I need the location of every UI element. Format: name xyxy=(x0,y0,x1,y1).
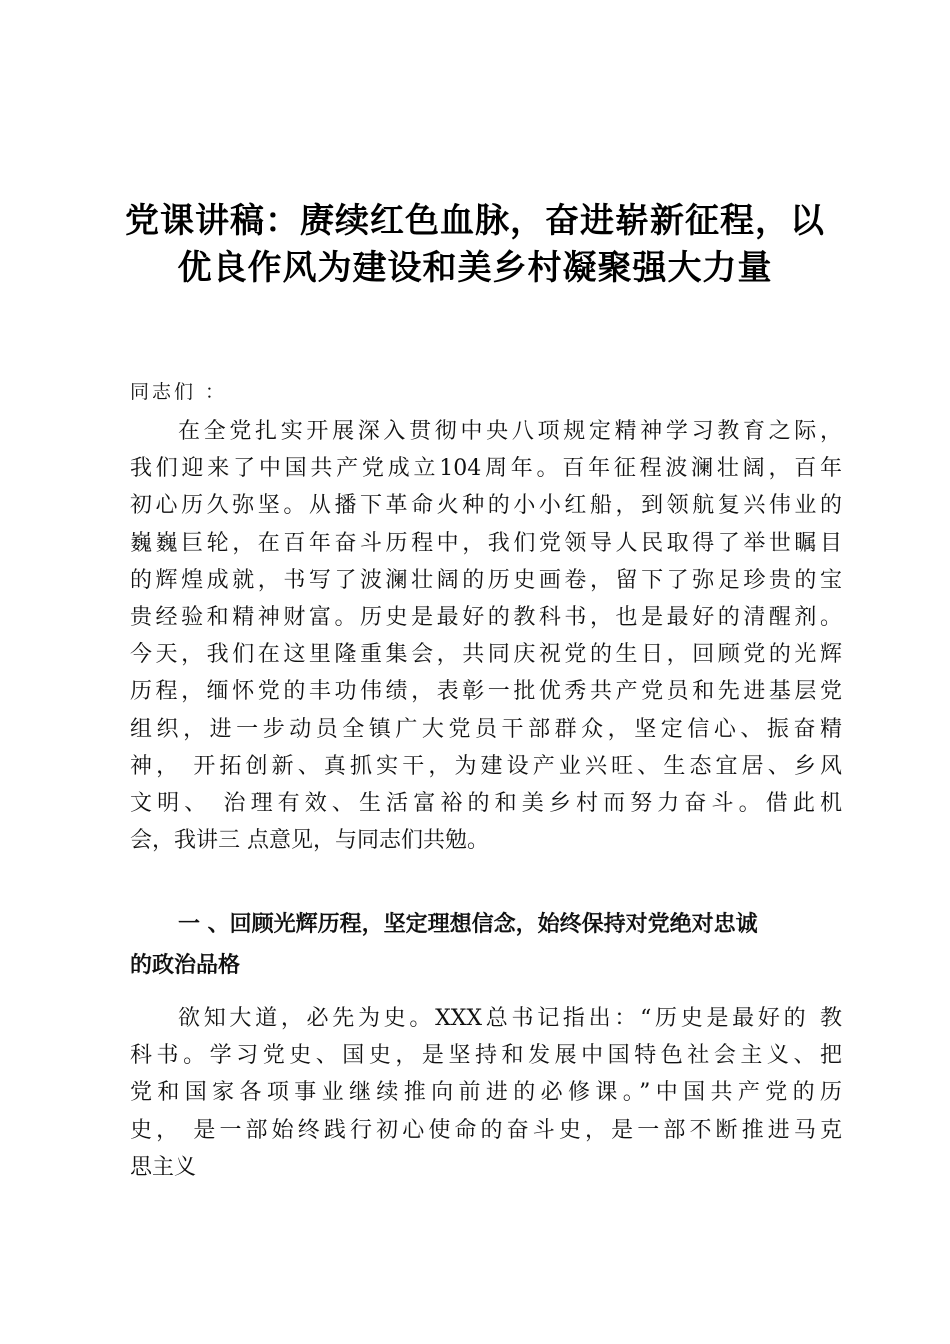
heading-line: 的政治品格 xyxy=(130,953,241,978)
title-line: 优良作风为建设和美乡村凝聚强大力量 xyxy=(177,248,773,288)
text-line: 在全党扎实开展深入贯彻中央八项规定精神学习教育之际， xyxy=(178,419,842,444)
text-line: 初心历久弥坚。从播下革命火种的小小红船，到领航复兴伟业的 xyxy=(130,493,842,519)
text-line: 巍巍巨轮，在百年奋斗历程中，我们党领导人民取得了举世瞩目 xyxy=(130,530,842,556)
text-line: 今天，我们在这里隆重集会，共同庆祝党的生日，回顾党的光辉 xyxy=(130,642,842,668)
text-line: 历程，缅怀党的丰功伟绩，表彰一批优秀共产党员和先进基层党 xyxy=(130,679,842,705)
text-line: 史， 是一部始终践行初心使命的奋斗史，是一部不断推进马克 xyxy=(130,1117,842,1143)
text-line: 神， 开拓创新、真抓实干，为建设产业兴旺、生态宜居、乡风 xyxy=(130,753,842,779)
text-line: 贵经验和精神财富。历史是最好的教科书，也是最好的清醒剂。 xyxy=(130,605,842,631)
text-line: 党和国家各项事业继续推向前进的必修课。”中国共产党的历 xyxy=(130,1080,842,1106)
text-line: 文明、 治理有效、生活富裕的和美乡村而努力奋斗。借此机 xyxy=(130,791,842,817)
text-line: 科书。学习党史、国史，是坚持和发展中国特色社会主义、把 xyxy=(130,1043,842,1069)
paragraph-history xyxy=(130,1000,842,1186)
text-line: 欲知大道，必先为史。XXX总书记指出：“历史是最好的 教 xyxy=(178,1006,842,1031)
text-line: 我们迎来了中国共产党成立104周年。百年征程波澜壮阔，百年 xyxy=(130,456,842,482)
text-line: 思主义 xyxy=(130,1154,197,1180)
paragraph-intro xyxy=(130,413,842,859)
salutation: 同志们 ： xyxy=(130,381,228,403)
text-line: 组织，进一步动员全镇广大党员干部群众，坚定信心、振奋精 xyxy=(130,716,842,742)
document-title xyxy=(110,198,840,292)
heading-line: 一 、回顾光辉历程，坚定理想信念，始终保持对党绝对忠诚 xyxy=(178,912,758,937)
text-line: 会，我讲三 点意见，与同志们共勉。 xyxy=(130,828,489,854)
title-line: 党课讲稿：赓续红色血脉，奋进崭新征程，以 xyxy=(125,201,825,241)
section-heading-1 xyxy=(130,904,842,986)
text-line: 的辉煌成就，书写了波澜壮阔的历史画卷，留下了弥足珍贵的宝 xyxy=(130,567,842,593)
